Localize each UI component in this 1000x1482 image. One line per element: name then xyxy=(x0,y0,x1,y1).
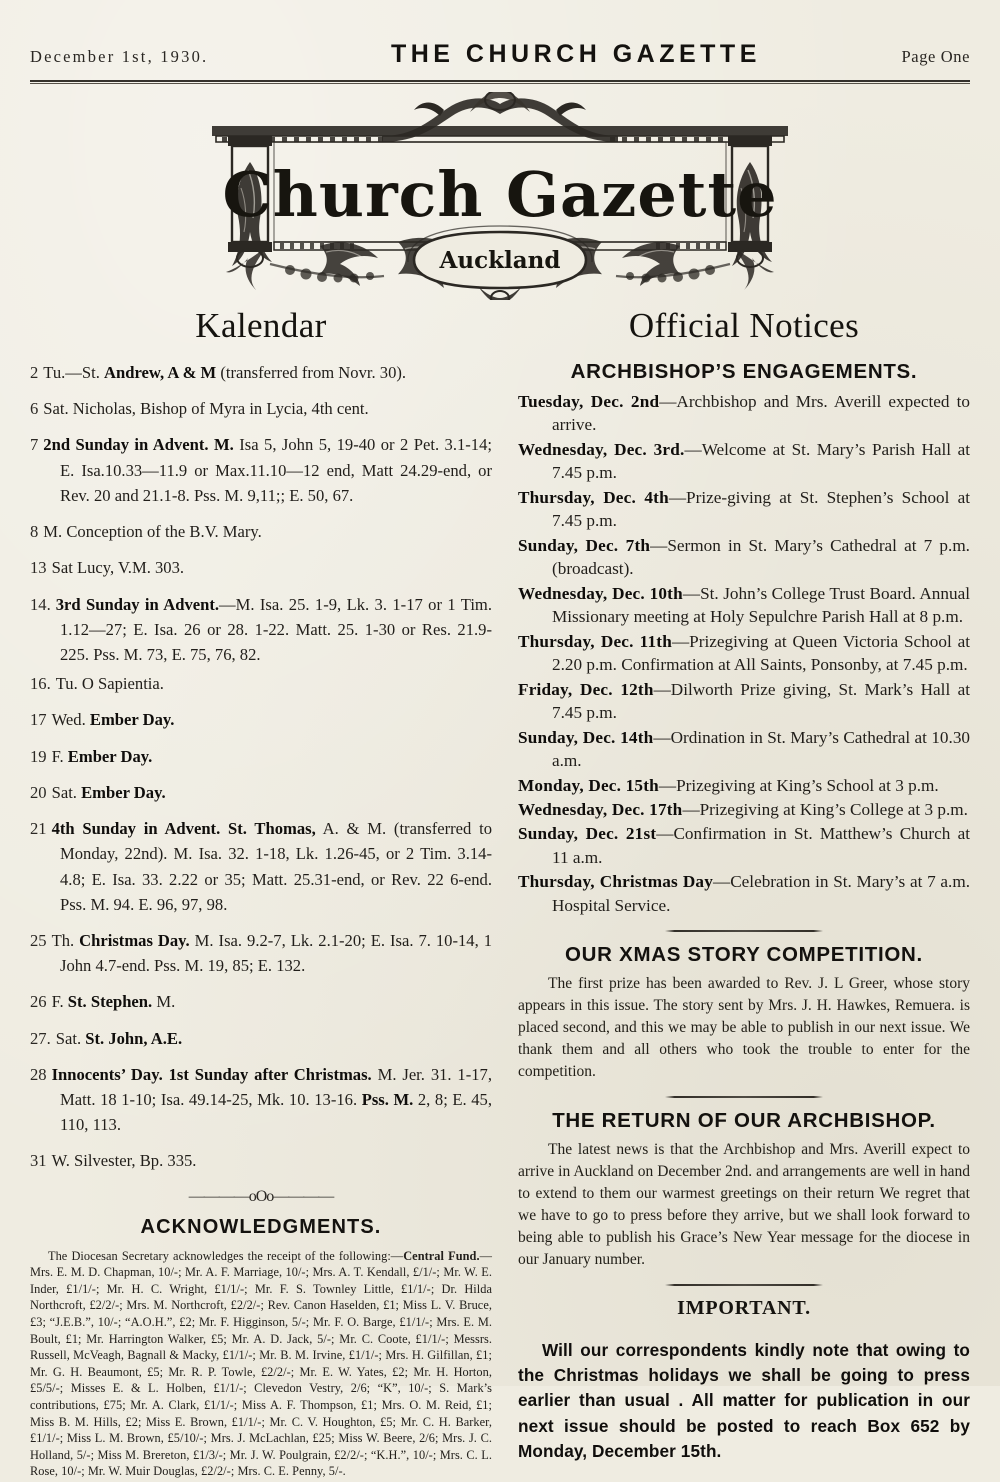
kalendar-entry: 31 W. Silvester, Bp. 335. xyxy=(30,1151,197,1171)
engagement-day: Wednesday, Dec. 17th xyxy=(518,799,683,819)
publication-title: THE CHURCH GAZETTE xyxy=(390,40,761,68)
page-number: Page One xyxy=(901,47,970,66)
engagement-detail: —Prize-giving at St. Stephen’s School at 7.45 p.m. xyxy=(552,487,971,531)
kalendar-day-number: 19 xyxy=(30,746,47,766)
engagement-day: Thursday, Christmas Day xyxy=(518,872,714,892)
engagement-day: Sunday, Dec. 21st xyxy=(518,824,657,844)
engagement-entry xyxy=(518,390,970,437)
kalendar-day-number: 31 xyxy=(30,1151,47,1171)
engagement-detail: —Prizegiving at King’s School at 3 p.m. xyxy=(658,775,939,795)
kalendar-heading: Kalendar xyxy=(195,306,327,345)
engagement-entry xyxy=(518,486,970,533)
engagement-day: Thursday, Dec. 4th xyxy=(518,487,669,507)
kalendar-entry: 14. 3rd Sunday in Advent.—M. Isa. 25. 1-9, Lk. 3. 1-17 or 1 Tim. 1.12—27; E. Isa. 26 or 28. 1-22. Matt. 25. 1-30 or Res. 21.9-225. Pss. M. 73, E. 75, 76, 82. xyxy=(30,594,492,664)
kalendar-day-number: 7 xyxy=(30,435,39,455)
kalendar-day-number: 14. xyxy=(30,594,51,614)
return-text: The latest news is that the Archbishop and Mrs. Averill expect to arrive in Auckland on December 2nd. and arrangements are well in hand to extend to them our warmest greetings on their return We regret that we have to go to press before they arrive, but we shall look forward to being able to publish his Grace’s New Year message for the diocese in our January number. xyxy=(518,1141,970,1269)
kalendar-entry: 8 M. Conception of the B.V. Mary. xyxy=(30,522,262,542)
masthead-engraving xyxy=(170,92,830,300)
kalendar-entry: 27. Sat. St. John, A.E. xyxy=(30,1028,183,1048)
acknowledgments-heading: ACKNOWLEDGMENTS. xyxy=(140,1215,382,1238)
kalendar-entry: 13 Sat Lucy, V.M. 303. xyxy=(30,558,185,578)
kalendar-list xyxy=(30,360,492,1174)
kalendar-day-number: 16. xyxy=(30,674,51,694)
engagement-entry xyxy=(518,798,970,821)
engagement-day: Friday, Dec. 12th xyxy=(518,679,654,699)
engagement-day: Tuesday, Dec. 2nd xyxy=(518,392,660,411)
engagement-detail: —Sermon in St. Mary’s Cathedral at 7 p.m. (broadcast). xyxy=(552,535,970,579)
kalendar-day-number: 28 xyxy=(30,1064,47,1084)
kalendar-day-number: 17 xyxy=(30,710,47,730)
return-heading: THE RETURN OF OUR ARCHBISHOP. xyxy=(552,1109,936,1133)
engagement-detail: —Dilworth Prize giving, St. Mark’s Hall at 7.45 p.m. xyxy=(552,679,970,723)
kalendar-day-number: 13 xyxy=(30,558,47,578)
divider-rule xyxy=(665,1096,823,1098)
competition-body xyxy=(518,973,970,1083)
engagement-day: Wednesday, Dec. 3rd. xyxy=(518,439,685,459)
kalendar-column xyxy=(30,306,492,1482)
kalendar-entry: 25 Th. Christmas Day. M. Isa. 9.2-7, Lk. 2.1-20; E. Isa. 7. 10-14, 1 John 4.7-end. Pss. M. 19, 85; E. 132. xyxy=(30,930,492,976)
kalendar-entry: 2 Tu.—St. Andrew, A & M (transferred from Novr. 30). xyxy=(30,363,407,382)
content-columns xyxy=(30,306,970,1482)
official-notices-heading: Official Notices xyxy=(628,306,860,345)
engagement-detail: —Welcome at St. Mary’s Parish Hall at 7.45 p.m. xyxy=(552,439,970,483)
divider-rule xyxy=(665,1284,823,1286)
engagement-entry xyxy=(518,822,970,869)
kalendar-entry: 7 2nd Sunday in Advent. M. Isa 5, John 5, 19-40 or 2 Pet. 3.1-14; E. Isa.10.33—11.9 or Max.11.10—12 end, Matt 24.29-end, or Rev. 20 and 21.1-8. Pss. M. 9,11;; E. 50, 67. xyxy=(30,435,492,505)
competition-text: The first prize has been awarded to Rev. J. L Greer, whose story appears in this issue. The story sent by Mrs. J. H. Hawkes, Remuera. is placed second, and this we may be able to publish in our next issue. We thank them and all others who took the trouble to enter for the competition. xyxy=(518,975,970,1081)
engagement-entry xyxy=(518,774,970,797)
engagement-detail: —Prizegiving at King’s College at 3 p.m. xyxy=(682,799,968,819)
engagement-detail: —Confirmation in St. Matthew’s Church at 11 a.m. xyxy=(552,824,970,867)
engagement-detail: —Prizegiving at Queen Victoria School at 2.20 p.m. Confirmation at All Saints, Ponsonby, at 7.45 p.m. xyxy=(552,631,970,675)
kalendar-day-number: 27. xyxy=(30,1028,51,1048)
kalendar-day-number: 25 xyxy=(30,930,47,950)
kalendar-day-number: 20 xyxy=(30,782,47,802)
important-text: Will our correspondents kindly note that owing to the Christmas holidays we shall be going to press earlier than usual . All matter for publication in our next issue should be posted to reach Box 652 by Monday, December 15th. xyxy=(518,1339,970,1462)
engagement-day: Sunday, Dec. 14th xyxy=(518,727,654,747)
engagement-day: Sunday, Dec. 7th xyxy=(518,535,651,555)
divider-rule xyxy=(665,930,823,932)
engagements-heading: ARCHBISHOP’S ENGAGEMENTS. xyxy=(570,360,918,383)
engagement-detail: —Celebration in St. Mary’s at 7 a.m. Hospital Service. xyxy=(552,872,970,915)
kalendar-day-number: 6 xyxy=(30,399,39,419)
kalendar-day-number: 8 xyxy=(30,522,39,542)
kalendar-entry: 19 F. Ember Day. xyxy=(30,746,153,766)
engagement-detail: —Ordination in St. Mary’s Cathedral at 10.30 a.m. xyxy=(552,727,971,771)
engagement-day: Monday, Dec. 15th xyxy=(518,775,659,795)
kalendar-entry: 26 F. St. Stephen. M. xyxy=(30,992,176,1012)
kalendar-day-number: 2 xyxy=(30,363,39,382)
engagement-entry xyxy=(518,582,970,629)
engagement-detail: —Archbishop and Mrs. Averill expected to arrive. xyxy=(552,392,971,435)
official-notices-column xyxy=(518,306,970,1482)
kalendar-day-number: 21 xyxy=(30,819,47,839)
kalendar-day-number: 26 xyxy=(30,992,47,1012)
return-body xyxy=(518,1139,970,1271)
masthead-place: Auckland xyxy=(439,247,561,274)
kalendar-entry: 16. Tu. O Sapientia. xyxy=(30,674,164,694)
kalendar-entry: 21 4th Sunday in Advent. St. Thomas, A. & M. (transferred to Monday, 22nd). M. Isa. 32. 1-18, Lk. 1.26-45, or 2 Tim. 3.14-4.8; E. Isa. 33. 2.22 or 35; Matt. 25.31-end, or Rev. 22 6-end. Pss. M. 94. E. 96, 97, 98. xyxy=(30,819,492,914)
engagement-day: Wednesday, Dec. 10th xyxy=(518,583,683,603)
kalendar-entry: 28 Innocents’ Day. 1st Sunday after Christmas. M. Jer. 31. 1-17, Matt. 18 1-10; Isa. 49.14-25, Mk. 10. 13-16. Pss. M. 2, 8; E. 45, 110, 113. xyxy=(30,1064,492,1135)
running-head xyxy=(30,0,970,74)
engagement-entry xyxy=(518,678,970,725)
acknowledgments-body: The Diocesan Secretary acknowledges the receipt of the following:—Central Fund.—Mrs. E. M. D. Chapman, 10/-; Mr. A. F. Marriage, 10/-; Mrs. A. T. Kendall, £/1/-; Mr. W. E. Inder, £1/1/-; Mr. H. C. Wright, £1/1/-; Mr. F. S. Townley Little, £1/1/-; Dr. Hilda Northcroft, £2/2/-; Mrs. M. Northcroft, £2/2/-; Rev. Canon Haselden, £1; Miss L. V. Bruce, £3; “J.E.B.”, 10/-; “A.O.H.”, £2; Mr. F. Higginson, 5/-; Mr. F. O. Barge, £1/1/-; Mrs. E. M. Boult, £1; Mr. Harrington Walker, £5; Mr. A. D. Jack, 5/-; Mr. C. Coote, £1/1/-; Messrs. Russell, McVeagh, Bagnall & Macky, £1/1/-; Mr. B. M. Irvine, £1/1/-; Mrs. H. Gilfillan, £1; Mr. G. H. Beaumont, £5; Mr. R. P. Towle, £2/2/-; Mr. E. W. Yates, £2; Mr. H. Horton, £5/5/-; Misses E. & L. Holben, £1/1/-; Clevedon Vestry, 2/6; “K”, 10/-; S. Mark’s contributions, £75; Mr. A. Clark, £1/1/-; Miss A. F. Thompson, £1; Mrs. O. M. Reid, £1; Miss B. M. Hills, £2; Miss E. Brown, £1/1/-; Mr. C. V. Houghton, £5; Mr. C. H. Barker, £1/1/-; Miss L. M. Brown, £5/10/-; Mrs. J. McLachlan, £25; Miss W. Beere, 2/6; Mrs. J. C. Holland, 5/-; Miss M. Brereton, £1/3/-; Mr. J. W. Poulgrain, £2/2/-; “K.H.”, 10/-; Mrs. C. L. Rose, 10/-; Mr. W. Muir Douglas, £2/2/-; Mrs. C. E. Penny, 5/-. xyxy=(30,1248,492,1479)
kalendar-entry: 20 Sat. Ember Day. xyxy=(30,782,166,802)
masthead xyxy=(30,90,970,302)
engagement-entry xyxy=(518,630,970,677)
kalendar-entry: 6 Sat. Nicholas, Bishop of Myra in Lycia, 4th cent. xyxy=(30,399,369,419)
engagement-day: Thursday, Dec. 11th xyxy=(518,631,672,651)
competition-heading: OUR XMAS STORY COMPETITION. xyxy=(565,943,923,967)
important-heading: IMPORTANT. xyxy=(677,1297,811,1320)
important-body xyxy=(518,1338,970,1465)
engagement-entry xyxy=(518,534,970,581)
engagement-entry xyxy=(518,870,970,917)
engagement-detail: —St. John’s College Trust Board. Annual Missionary meeting at Holy Sepulchre Parish Hall at 8 p.m. xyxy=(552,583,970,627)
engagement-entry xyxy=(518,438,970,485)
kalendar-entry: 17 Wed. Ember Day. xyxy=(30,710,175,730)
issue-date: December 1st, 1930. xyxy=(30,47,209,66)
section-divider-ooo: ————oOo———— xyxy=(188,1187,334,1205)
engagement-entry xyxy=(518,726,970,773)
engagements-list xyxy=(518,390,970,917)
header-rule xyxy=(30,80,970,84)
masthead-title: Church Gazette xyxy=(222,158,778,231)
